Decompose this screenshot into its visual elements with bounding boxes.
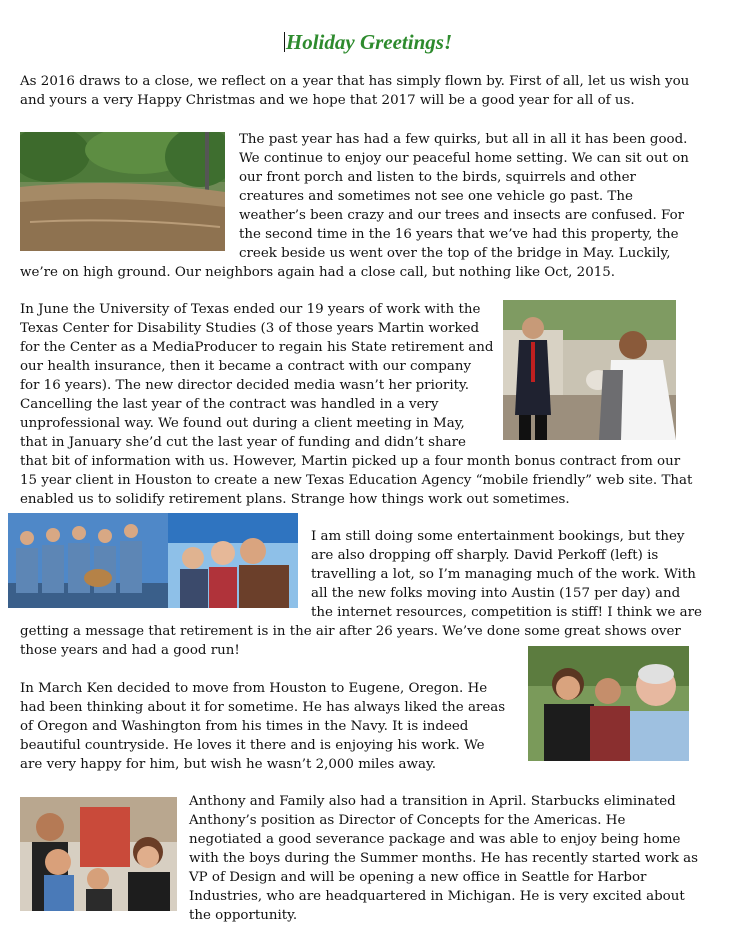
home-paragraph	[20, 130, 720, 282]
text-line: creatures and sometimes not see one vehicle go past. The	[239, 189, 633, 204]
text-line: Cancelling the last year of the contract was handled in a very	[20, 397, 439, 412]
text-line: beautiful countryside. He loves it there and is enjoying his work. We	[20, 738, 485, 753]
text-line: In March Ken decided to move from Houston to Eugene, Oregon. He	[20, 681, 488, 696]
text-line: the internet resources, competition is stiff! I think we are	[311, 605, 702, 620]
text-line: As 2016 draws to a close, we reflect on a year that has simply flown by. First of all, let us wish you	[20, 74, 690, 89]
text-line: we’re on high ground. Our neighbors again had a close call, but nothing like Oct, 2015.	[20, 265, 616, 280]
anthony-paragraph	[189, 792, 729, 925]
ken-paragraph	[20, 679, 520, 774]
text-line: The past year has had a few quirks, but all in all it has been good.	[239, 132, 688, 147]
text-line: We continue to enjoy our peaceful home setting. We can sit out on	[239, 151, 689, 166]
text-line: that bit of information with us. However, Martin picked up a four month bonus contract from our	[20, 454, 681, 469]
text-line: for the Center as a MediaProducer to regain his State retirement and	[20, 340, 494, 355]
text-line: Anthony’s position as Director of Concepts for the Americas. He	[189, 813, 626, 828]
text-line: VP of Design and will be opening a new office in Seattle for Harbor	[189, 870, 647, 885]
text-line: weather’s been crazy and our trees and insects are confused. For	[239, 208, 685, 223]
text-line: the opportunity.	[189, 908, 298, 923]
text-line: that in January she’d cut the last year of funding and didn’t share	[20, 435, 466, 450]
university-paragraph	[20, 300, 720, 509]
text-line: unprofessional way. We found out during a client meeting in May,	[20, 416, 465, 431]
text-line: enabled us to solidify retirement plans. Strange how things work out sometimes.	[20, 492, 570, 507]
text-line: the second time in the 16 years that we’ve had this property, the	[239, 227, 679, 242]
entertainment-paragraph	[20, 527, 720, 660]
text-line: of Oregon and Washington from his times in the Navy. It is indeed	[20, 719, 469, 734]
ken-group-photo	[528, 646, 689, 761]
text-line: our front porch and listen to the birds, squirrels and other	[239, 170, 636, 185]
text-line: In June the University of Texas ended our 19 years of work with the	[20, 302, 481, 317]
text-line: travelling a lot, so I’m managing much of the work. With	[311, 567, 696, 582]
text-line: are very happy for him, but wish he wasn’t 2,000 miles away.	[20, 757, 436, 772]
text-line: Texas Center for Disability Studies (3 of those years Martin worked	[20, 321, 480, 336]
text-line: are also dropping off sharply. David Perkoff (left) is	[311, 548, 659, 563]
anthony-family-photo	[20, 797, 177, 911]
text-line: with the boys during the Summer months. He has recently started work as	[189, 851, 698, 866]
text-line: negotiated a good severance package and was able to enjoy being home	[189, 832, 681, 847]
text-line: Industries, who are headquartered in Michigan. He is very excited about	[189, 889, 685, 904]
page-title: Holiday Greetings!	[285, 30, 453, 54]
text-line: our health insurance, then it became a contract with our company	[20, 359, 472, 374]
text-line: getting a message that retirement is in the air after 26 years. We’ve done some great shows over	[20, 624, 681, 639]
text-line: all the new folks moving into Austin (157 per day) and	[311, 586, 681, 601]
text-cursor	[284, 32, 285, 52]
text-line: those years and had a good run!	[20, 643, 240, 658]
text-line: I am still doing some entertainment bookings, but they	[311, 529, 685, 544]
text-line: 15 year client in Houston to create a new Texas Education Agency “mobile friendly” web site. That	[20, 473, 693, 488]
intro-paragraph	[20, 72, 689, 110]
text-line: had been thinking about it for sometime. He has always liked the areas	[20, 700, 506, 715]
text-line: Anthony and Family also had a transition in April. Starbucks eliminated	[189, 794, 676, 809]
text-line: creek beside us went over the top of the bridge in May. Luckily,	[239, 246, 671, 261]
text-line: for 16 years). The new director decided media wasn’t her priority.	[20, 378, 470, 393]
text-line: and yours a very Happy Christmas and we hope that 2017 will be a good year for all of us.	[20, 93, 635, 108]
